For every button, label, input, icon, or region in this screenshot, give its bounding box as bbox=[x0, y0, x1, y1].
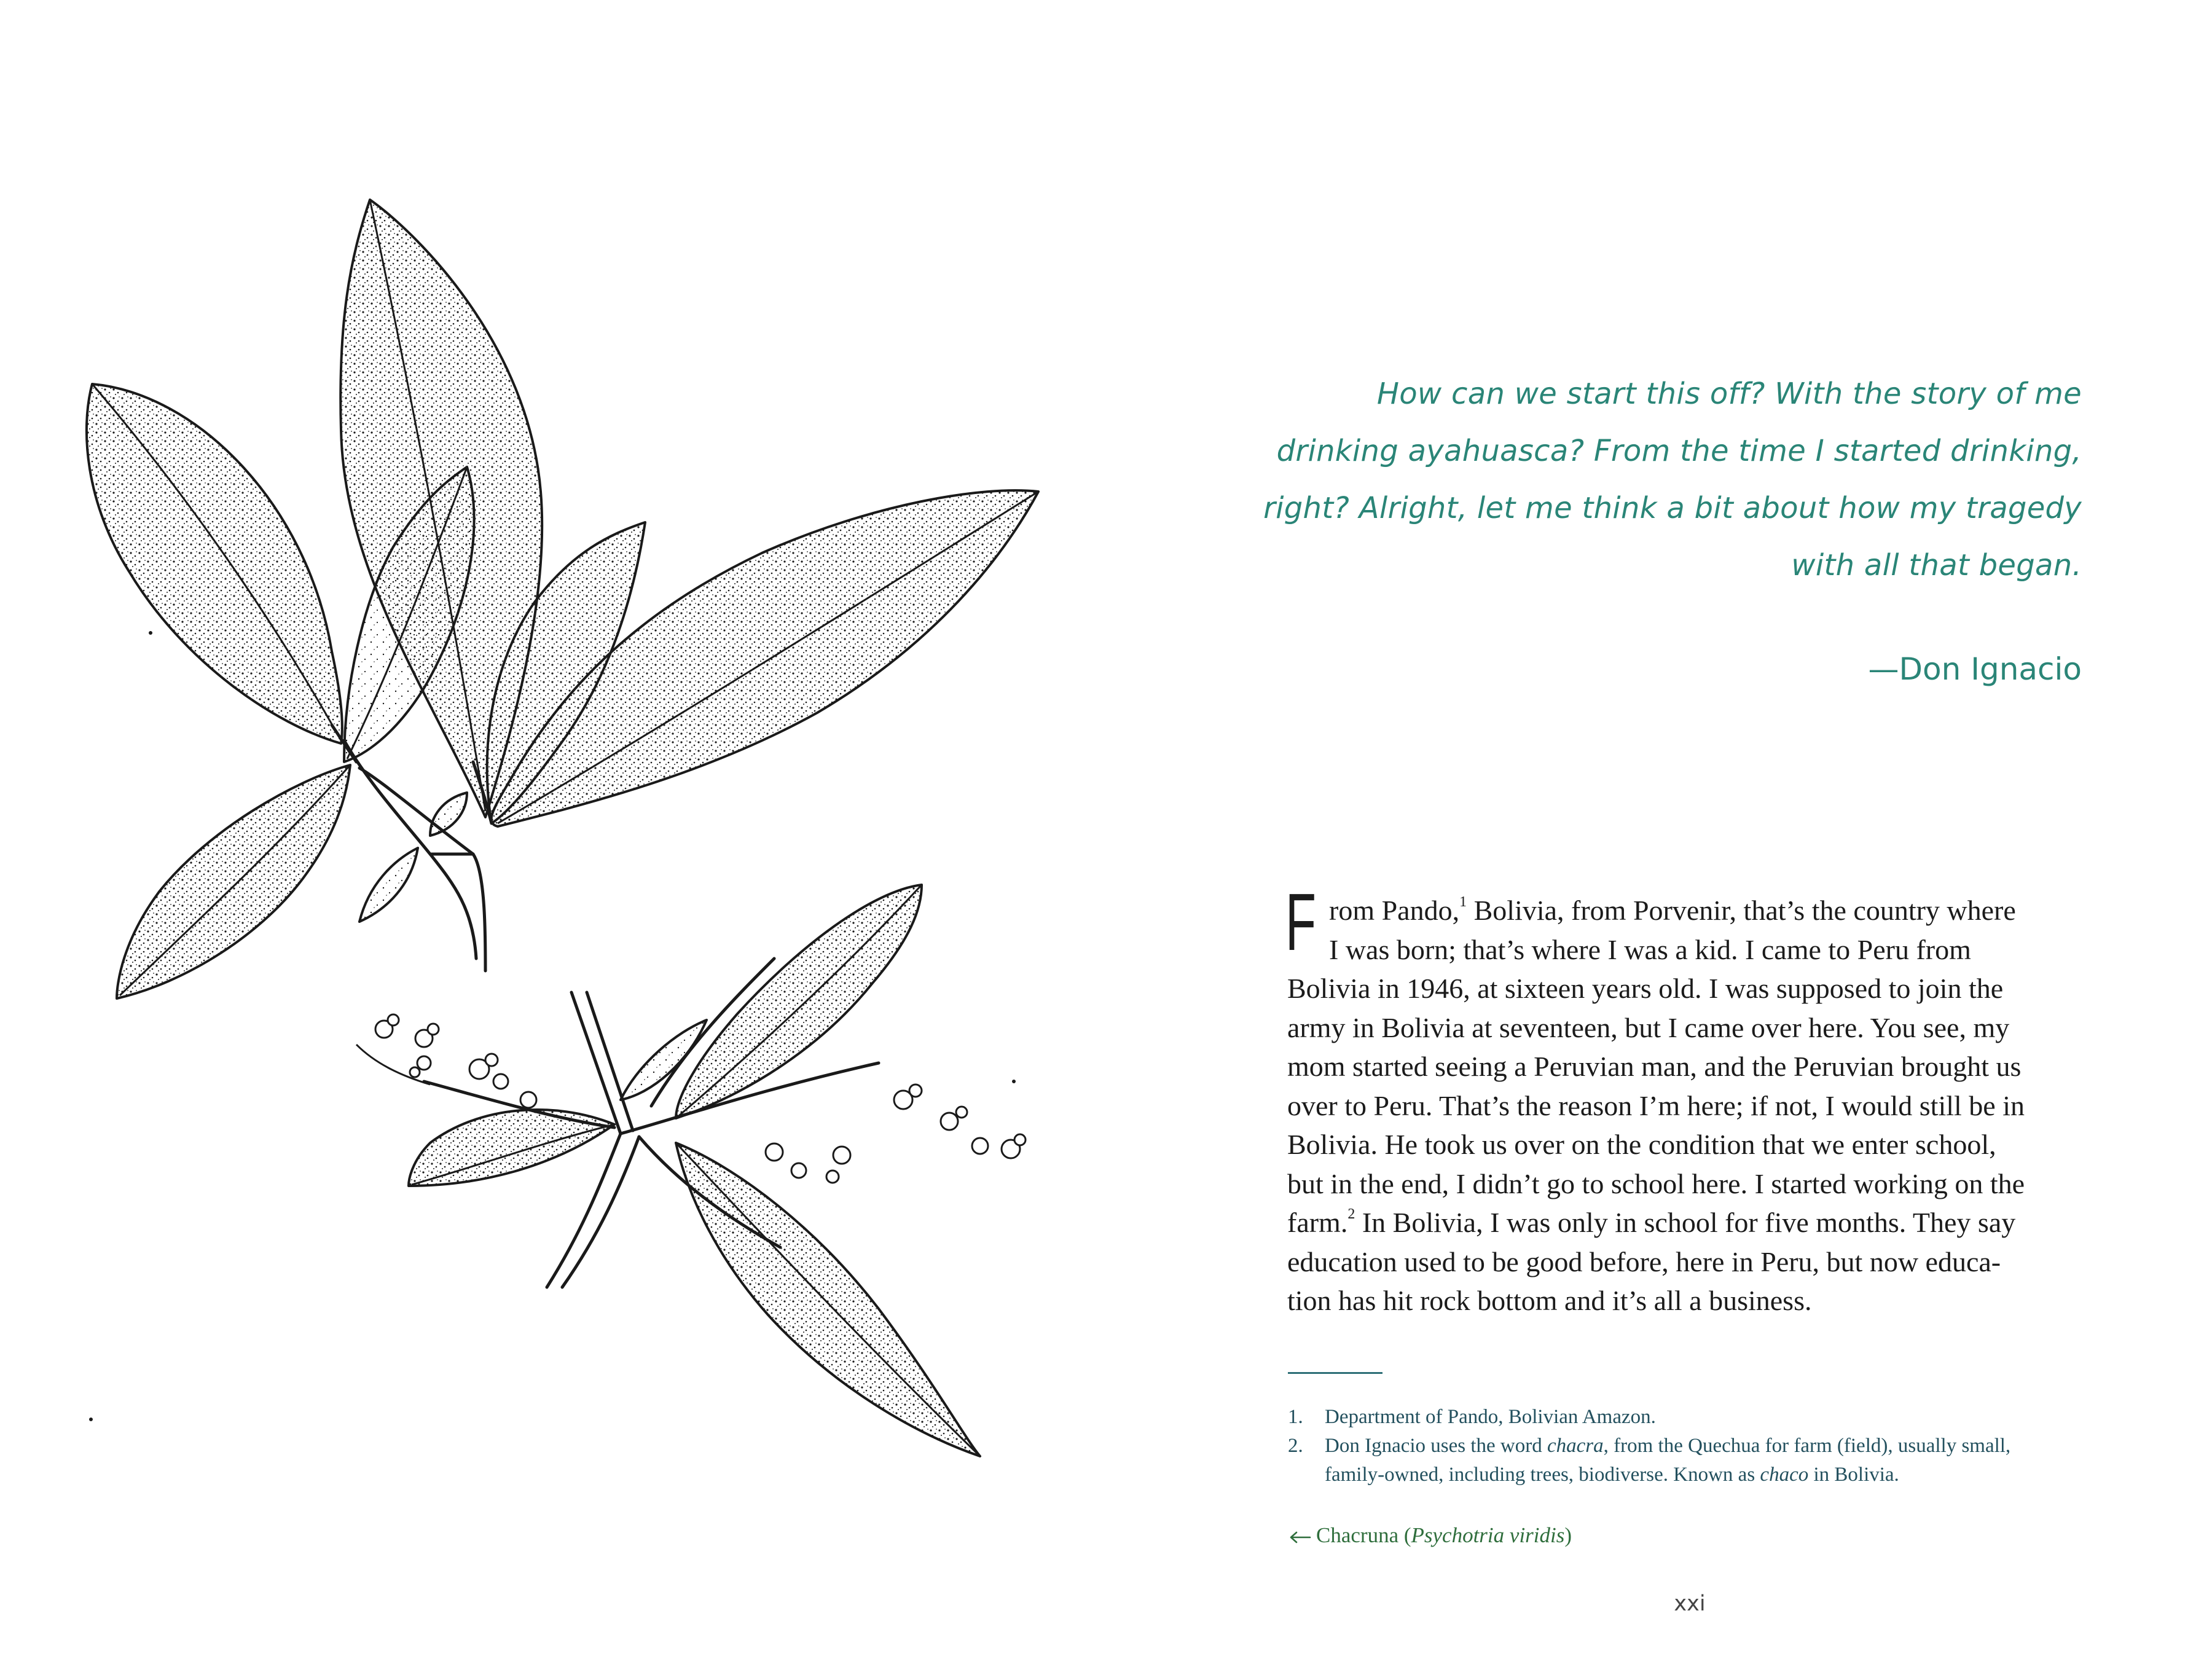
body-line: Bolivia. He took us over on the condition that we enter school, bbox=[1287, 1129, 1996, 1160]
body-line bbox=[1287, 1203, 2086, 1242]
footnote-divider bbox=[1288, 1372, 1382, 1374]
leaf bbox=[409, 1110, 614, 1186]
flower-cluster-right bbox=[766, 1084, 1026, 1183]
body-line: Bolivia in 1946, at sixteen years old. I was supposed to join the bbox=[1287, 973, 2004, 1004]
upper-leaves bbox=[87, 200, 1038, 998]
footnote-text-run: Don Ignacio uses the word bbox=[1325, 1435, 1548, 1457]
left-arrow-icon bbox=[1288, 1530, 1311, 1545]
epigraph bbox=[1241, 366, 2082, 688]
footnote-text-run: family-owned, including trees, biodiverse. Known as bbox=[1325, 1464, 1760, 1486]
body-line bbox=[1287, 891, 2086, 930]
footnote-number: 2. bbox=[1288, 1435, 1303, 1457]
footnote-term: chaco bbox=[1760, 1464, 1809, 1486]
drop-cap-letter: F bbox=[1285, 877, 1316, 967]
footnote-text-run: in Bolivia. bbox=[1808, 1464, 1899, 1486]
footnote-term: chacra bbox=[1547, 1435, 1604, 1457]
caption-paren: ) bbox=[1564, 1523, 1572, 1547]
body-line: over to Peru. That’s the reason I’m here; if not, I would still be in bbox=[1287, 1089, 2025, 1121]
footnote-item bbox=[1288, 1432, 2087, 1489]
body-line: but in the end, I didn’t go to school here. I started working on the bbox=[1287, 1167, 2025, 1199]
epigraph-line: drinking ayahuasca? From the time I started drinking, bbox=[1276, 434, 2082, 468]
epigraph-line: right? Alright, let me think a bit about how my tragedy bbox=[1263, 491, 2082, 525]
body-paragraph bbox=[1287, 891, 2086, 1320]
illustration-caption bbox=[1288, 1522, 1572, 1549]
leaf bbox=[676, 1143, 980, 1456]
caption-paren: ( bbox=[1398, 1523, 1411, 1547]
caption-scientific-name: Psychotria viridis bbox=[1411, 1523, 1565, 1547]
body-text-run: In Bolivia, I was only in school for five months. They say bbox=[1355, 1207, 2016, 1238]
body-text-run: Bolivia, from Porvenir, that’s the country where bbox=[1467, 895, 2016, 926]
footnote-text: Department of Pando, Bolivian Amazon. bbox=[1325, 1406, 1656, 1428]
body-text-run: rom Pando, bbox=[1329, 895, 1460, 926]
flower-cluster-left bbox=[356, 1014, 536, 1108]
leaf bbox=[359, 848, 418, 922]
body-line: tion has hit rock bottom and it’s all a business. bbox=[1287, 1285, 1812, 1316]
footnotes bbox=[1288, 1403, 2087, 1489]
footnote-number: 1. bbox=[1288, 1406, 1303, 1428]
caption-name: Chacruna bbox=[1316, 1523, 1399, 1547]
epigraph-line: with all that began. bbox=[1791, 548, 2082, 582]
epigraph-attribution: —Don Ignacio bbox=[1868, 651, 2082, 687]
leaf bbox=[430, 793, 467, 836]
lower-leaves bbox=[409, 885, 980, 1456]
footnote-reference[interactable]: 1 bbox=[1459, 894, 1467, 910]
footnote-text-line bbox=[1325, 1432, 2087, 1461]
body-text-run: farm. bbox=[1287, 1207, 1348, 1238]
body-line: education used to be good before, here in Peru, but now educa- bbox=[1287, 1245, 2001, 1277]
page-number: xxi bbox=[1674, 1591, 1706, 1616]
footnote-text-run: , from the Quechua for farm (field), usually small, bbox=[1603, 1435, 2011, 1457]
epigraph-line: How can we start this off? With the story of me bbox=[1376, 377, 2082, 411]
body-line: army in Bolivia at seventeen, but I came over here. You see, my bbox=[1287, 1011, 2010, 1043]
leaf bbox=[87, 384, 342, 743]
footnote-text-line bbox=[1325, 1461, 2087, 1489]
body-line: I was born; that’s where I was a kid. I came to Peru from bbox=[1329, 933, 1971, 965]
leaf bbox=[117, 765, 350, 998]
body-line: mom started seeing a Peruvian man, and the Peruvian brought us bbox=[1287, 1051, 2022, 1082]
footnote-item bbox=[1288, 1403, 2087, 1432]
footnote-reference[interactable]: 2 bbox=[1347, 1206, 1355, 1222]
